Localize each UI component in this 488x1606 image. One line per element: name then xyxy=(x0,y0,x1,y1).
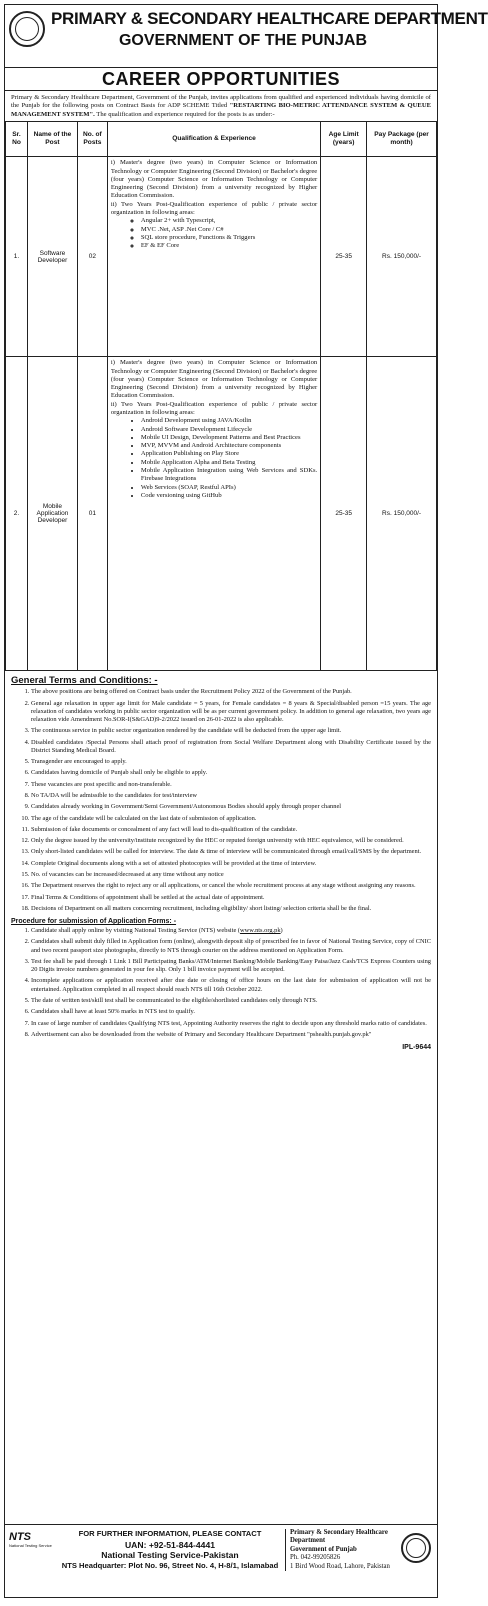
row-posts: 02 xyxy=(77,157,107,357)
row-post-name: Software Developer xyxy=(27,157,77,357)
header-sr: Sr. No xyxy=(6,122,28,157)
list-item: • Code versioning using GitHub xyxy=(141,492,317,500)
list-item: • Mobile UI Design, Development Patterns and Best Practices xyxy=(141,434,317,442)
header-pay: Pay Package (per month) xyxy=(367,122,437,157)
list-item: 17. Final Terms & Conditions of appointment shall be settled at the actual date of appointment. xyxy=(31,894,431,902)
list-item: ◦ Angular 2+ with Typescript, xyxy=(141,217,317,225)
contact-heading: FOR FURTHER INFORMATION, PLEASE CONTACT xyxy=(78,1529,262,1538)
list-item: ◦ EF & EF Core xyxy=(141,242,317,250)
list-item: 8. No TA/DA will be admissible to the candidates for test/interview xyxy=(31,792,431,800)
qualification-degree: i) Master's degree (two years) in Computer Science or Information Technology or Computer Engineering (Second Division) or Bachelor's degree (four years) Computer Science or Information Technology or Computer Engineering (Second Division) from a university recognized by Higher Education Commission. xyxy=(110,159,318,200)
row-sr: 1. xyxy=(6,157,28,357)
nts-logo-text: NTS xyxy=(9,1531,31,1543)
header-qualification: Qualification & Experience xyxy=(107,122,320,157)
list-item: 11. Submission of fake documents or concealment of any fact will lead to dis-qualification of the candidate. xyxy=(31,826,431,834)
header-posts: No. of Posts xyxy=(77,122,107,157)
list-item: • Android Development using JAVA/Kotlin xyxy=(141,417,317,425)
row-post-name: Mobile Application Developer xyxy=(27,357,77,671)
list-item: 5. The date of written test/skill test shall be communicated to the eligible/shortlisted candidates only through NTS. xyxy=(31,997,431,1005)
list-item: 2. Candidates shall submit duly filled in Application form (online), alongwith deposit slip of prescribed fee in favor of National Testing Service, copy of CNIC and two recent passport size photographs, directly to NTS through courier on the address mentioned on Application Form. xyxy=(31,938,431,954)
list-item: 6. Candidates having domicile of Punjab shall only be eligible to apply. xyxy=(31,769,431,777)
row-sr: 2. xyxy=(6,357,28,671)
nts-logo-icon xyxy=(9,1531,55,1548)
list-item: 9. Candidates already working in Government/Semi Government/Autonomous Bodies should apply through proper channel xyxy=(31,803,431,811)
intro-paragraph xyxy=(5,91,437,121)
list-item: 6. Candidates shall have at least 50% marks in NTS test to qualify. xyxy=(31,1008,431,1016)
procedure-text: Candidate shall apply online by visiting National Testing Service (NTS) website ( xyxy=(31,927,241,935)
row-posts: 01 xyxy=(77,357,107,671)
department-title: PRIMARY & SECONDARY HEALTHCARE DEPARTMENT xyxy=(51,9,488,28)
header xyxy=(5,5,488,68)
list-item: • Application Publishing on Play Store xyxy=(141,450,317,458)
list-item: 2. General age relaxation in upper age limit for Male candidate = 5 years, for Female candidates = 8 years & Special/disabled person =15 years. The age relaxation of candidates working in public sector organization will be as per current government policy. In addition to general age relaxation, two years age relaxation vide Amendment No.SOR-I(S&GAD)9-2/2022 issued on 26-01-2022 is also applicable. xyxy=(31,700,431,725)
list-item: • Web Services (SOAP, Restful APIs) xyxy=(141,484,317,492)
list-item: 18. Decisions of Department on all matters concerning recruitment, including eligibility/ short listing/ selection criteria shall be the final. xyxy=(31,905,431,913)
government-name: Government of Punjab xyxy=(290,1545,357,1553)
list-item: • Mobile Application Alpha and Beta Testing xyxy=(141,459,317,467)
procedure-heading: Procedure for submission of Application Forms: - xyxy=(11,918,177,926)
header-name: Name of the Post xyxy=(27,122,77,157)
uan-number: UAN: +92-51-844-4441 xyxy=(124,1539,216,1550)
terms-heading: General Terms and Conditions: - xyxy=(11,675,158,687)
table-row xyxy=(6,357,437,671)
list-item: • MVP, MVVM and Android Architecture components xyxy=(141,442,317,450)
list-item: 3. Test fee shall be paid through 1 Link 1 Bill Participating Banks/ATM/Internet Banking/Mobile Banking/Easy Paisa/Jazz Cash/TCS Express Counters using 20 Digits invoice numbers generated in your fee slip. Only 1 bill invoice payment will be accepted. xyxy=(31,958,431,974)
terms-list xyxy=(5,688,437,913)
qualification-experience: ii) Two Years Post-Qualification experience of public / private sector organization in following areas: xyxy=(110,200,318,216)
table-header-row xyxy=(6,122,437,157)
punjab-seal-icon xyxy=(401,1533,431,1563)
list-item: 14. Complete Original documents along with a set of attested photocopies will be provided at the time of interview. xyxy=(31,860,431,868)
list-item: • Android Software Development Lifecycle xyxy=(141,426,317,434)
footer xyxy=(5,1524,437,1597)
department-address-block xyxy=(285,1529,402,1571)
list-item: 15. No. of vacancies can be increased/decreased at any time without any notice xyxy=(31,871,431,879)
list-item: 12. Only the degree issued by the university/institute recognized by the HEC or reputed foreign university with HEC equivalence, will be considered. xyxy=(31,837,431,845)
scheme-title: "RESTARTING BIO-METRIC ATTENDANCE SYSTEM & QUEUE MANAGEMENT SYSTEM". xyxy=(11,102,431,118)
department-address: 1 Bird Wood Road, Lahore, Pakistan xyxy=(290,1562,390,1570)
list-item xyxy=(31,927,431,935)
advertisement-page xyxy=(4,4,488,1598)
department-name: Primary & Secondary Healthcare Department xyxy=(290,1529,388,1545)
career-opportunities-banner: CAREER OPPORTUNITIES xyxy=(5,68,437,91)
list-item: 4. Disabled candidates /Special Persons shall attach proof of registration from Social Welfare Department along with Disability Certificate issued by the District Standing Medical Board. xyxy=(31,739,431,755)
row-qualification xyxy=(107,357,320,671)
nts-address: NTS Headquarter: Plot No. 96, Street No. 4, H-8/1, Islamabad xyxy=(61,1560,279,1570)
list-item: 5. Transgender are encouraged to apply. xyxy=(31,758,431,766)
contact-block xyxy=(59,1529,281,1571)
row-age: 25-35 xyxy=(321,157,367,357)
intro-text: Primary & Secondary Healthcare Department, Government of the Punjab, invites applications from qualified and experienced individuals having domicile of the Punjab for the following posts on Contract Basis for ADP SCHEME Titled xyxy=(11,94,431,110)
list-item: ◦ MVC .Net, ASP .Net Core / C# xyxy=(141,226,317,234)
list-item: 8. Advertisement can also be downloaded from the website of Primary and Secondary Healthcare Department "pshealth.punjab.gov.pk" xyxy=(31,1031,431,1039)
nts-website-link[interactable]: www.nts.org.pk xyxy=(240,927,281,935)
qualification-experience: ii) Two Years Post-Qualification experience of public / private sector organization in following areas: xyxy=(110,400,318,416)
qualification-degree: i) Master's degree (two years) in Computer Science or Information Technology or Computer Engineering (Second Division) or Bachelor's degree (four years) Computer Science or Information Technology or Computer Engineering (Second Division) from a university recognized by Higher Education Commission. xyxy=(110,359,318,400)
row-pay: Rs. 150,000/- xyxy=(367,357,437,671)
list-item: • Mobile Application Integration using Web Services and SDKs. Firebase Integrations xyxy=(141,467,317,484)
list-item: 7. These vacancies are post specific and non-transferable. xyxy=(31,781,431,789)
header-age: Age Limit (years) xyxy=(321,122,367,157)
list-item: ◦ SQL store procedure, Functions & Triggers xyxy=(141,234,317,242)
punjab-government-logo-icon xyxy=(9,11,45,47)
procedure-list xyxy=(5,927,437,1039)
list-item: 16. The Department reserves the right to reject any or all applications, or cancel the whole recruitment process at any stage without assigning any reasons. xyxy=(31,882,431,890)
row-pay: Rs. 150,000/- xyxy=(367,157,437,357)
government-title: GOVERNMENT OF THE PUNJAB xyxy=(118,32,367,49)
list-item: 3. The continuous service in public sector organization rendered by the candidate will be deducted from the upper age limit. xyxy=(31,727,431,735)
procedure-text-end: ) xyxy=(280,927,283,935)
list-item: 10. The age of the candidate will be calculated on the last date of submission of application. xyxy=(31,815,431,823)
list-item: 4. Incomplete applications or application received after due date or closing of office hours on the last date for submission of application will not be entertained. Application completed in all respect should reach NTS till 16th October 2022. xyxy=(31,977,431,993)
skills-list xyxy=(111,417,317,500)
list-item: 13. Only short-listed candidates will be called for interview. The date & time of interview will be communicated through email/call/SMS by the department. xyxy=(31,848,431,856)
skills-list xyxy=(111,217,317,250)
row-age: 25-35 xyxy=(321,357,367,671)
row-qualification xyxy=(107,157,320,357)
intro-text-end: The qualification and experience required for the posts is as under:- xyxy=(94,110,275,118)
list-item: 1. The above positions are being offered on Contract basis under the Recruitment Policy 2022 of the Government of the Punjab. xyxy=(31,688,431,696)
list-item: 7. In case of large number of candidates Qualifying NTS test, Appointing Authority reserves the right to decide upon any threshold marks ratio of candidates. xyxy=(31,1020,431,1028)
ipl-number: IPL-9644 xyxy=(402,1044,431,1052)
posts-table xyxy=(5,121,437,671)
department-phone: Ph. 042-99205826 xyxy=(290,1554,341,1562)
table-row xyxy=(6,157,437,357)
nts-name: National Testing Service-Pakistan xyxy=(101,1550,239,1560)
nts-logo-subtext: National Testing Service xyxy=(9,1543,52,1548)
